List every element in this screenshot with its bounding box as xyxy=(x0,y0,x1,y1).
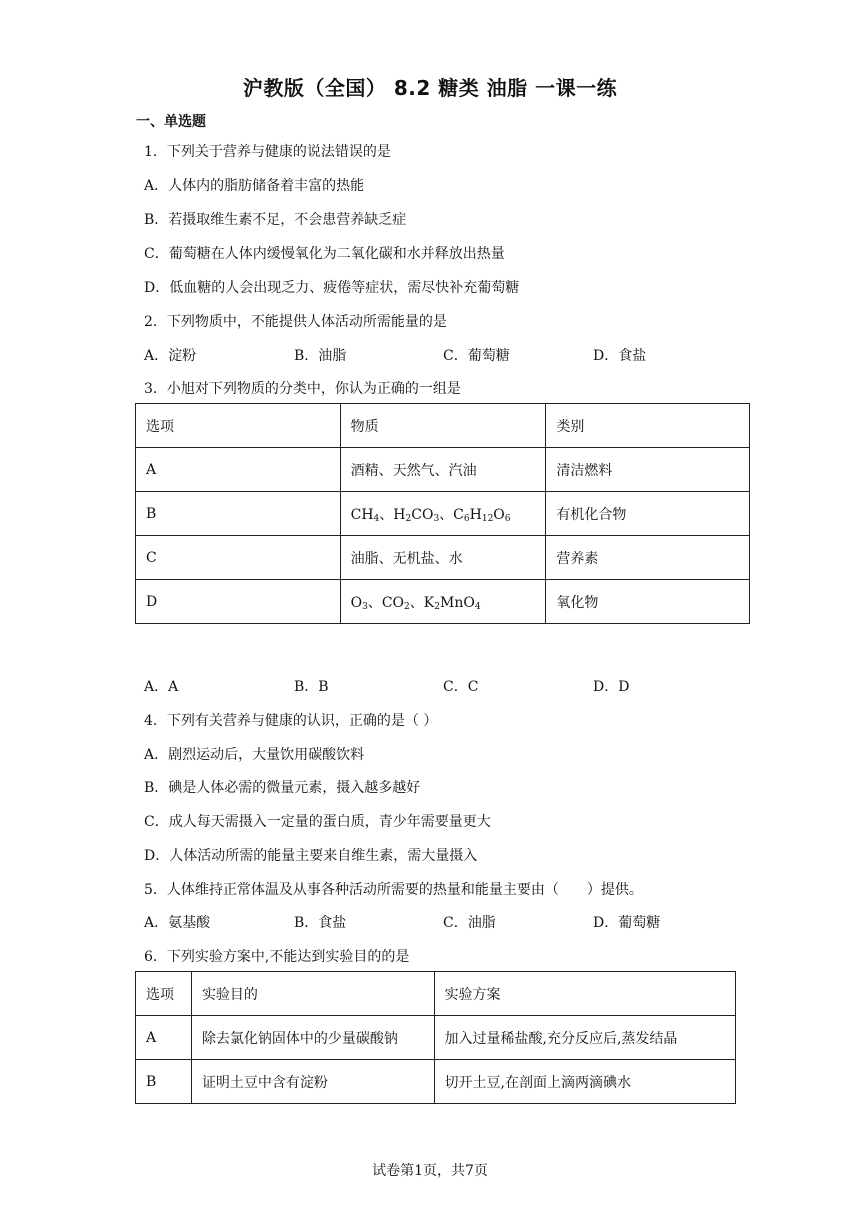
q5-option-a: A．氨基酸 xyxy=(144,915,211,931)
q6-table xyxy=(135,971,736,1104)
table-cell: A xyxy=(136,448,341,492)
q4-option-d: D．人体活动所需的能量主要来自维生素，需大量摄入 xyxy=(144,848,478,864)
q5-options xyxy=(144,912,764,932)
table-cell: 切开土豆,在剖面上滴两滴碘水 xyxy=(434,1060,735,1104)
table-cell: 营养素 xyxy=(546,536,750,580)
table-header-row xyxy=(136,972,736,1016)
table-header: 选项 xyxy=(136,972,192,1016)
section-heading: 一、单选题 xyxy=(136,114,206,130)
page-title: 沪教版（全国） 8.2 糖类 油脂 一课一练 xyxy=(242,76,618,100)
q1-option-d: D．低血糖的人会出现乏力、疲倦等症状，需尽快补充葡萄糖 xyxy=(144,280,520,296)
table-cell: 油脂、无机盐、水 xyxy=(340,536,546,580)
q5-option-d: D．葡萄糖 xyxy=(593,915,661,931)
q1-stem: 1．下列关于营养与健康的说法错误的是 xyxy=(144,144,391,160)
q4-stem: 4．下列有关营养与健康的认识，正确的是（ ） xyxy=(144,713,438,729)
table-row xyxy=(136,536,750,580)
q2-option-a: A．淀粉 xyxy=(144,348,197,364)
table-row xyxy=(136,448,750,492)
table-row xyxy=(136,580,750,624)
table-cell: D xyxy=(136,580,341,624)
table-cell: 有机化合物 xyxy=(546,492,750,536)
table-header: 实验目的 xyxy=(191,972,434,1016)
q2-options xyxy=(144,345,764,365)
table-header-row xyxy=(136,404,750,448)
table-header: 选项 xyxy=(136,404,341,448)
table-cell: 加入过量稀盐酸,充分反应后,蒸发结晶 xyxy=(434,1016,735,1060)
table-header: 实验方案 xyxy=(434,972,735,1016)
table-cell: 除去氯化钠固体中的少量碳酸钠 xyxy=(191,1016,434,1060)
q2-option-c: C．葡萄糖 xyxy=(443,348,510,364)
table-header: 物质 xyxy=(340,404,546,448)
formula-cell: $CH_4$、$H_2CO_3$、$C_6H_{12}O_6$ xyxy=(340,492,546,536)
q4-option-a: A．剧烈运动后，大量饮用碳酸饮料 xyxy=(144,747,365,763)
q2-option-d: D．食盐 xyxy=(593,348,647,364)
q2-stem: 2．下列物质中，不能提供人体活动所需能量的是 xyxy=(144,314,447,330)
table-cell: 证明土豆中含有淀粉 xyxy=(191,1060,434,1104)
table-header: 类别 xyxy=(546,404,750,448)
table-row xyxy=(136,492,750,536)
table-cell: 酒精、天然气、汽油 xyxy=(340,448,546,492)
q3-option-d: D．D xyxy=(593,679,630,695)
table-row xyxy=(136,1016,736,1060)
q3-option-b: B．B xyxy=(294,679,329,695)
q6-stem: 6．下列实验方案中,不能达到实验目的的是 xyxy=(144,949,410,965)
q1-option-a: A．人体内的脂肪储备着丰富的热能 xyxy=(144,178,365,194)
table-cell: A xyxy=(136,1016,192,1060)
table-cell: C xyxy=(136,536,341,580)
q1-option-c: C．葡萄糖在人体内缓慢氧化为二氧化碳和水并释放出热量 xyxy=(144,246,505,262)
table-cell: 清洁燃料 xyxy=(546,448,750,492)
q3-table xyxy=(135,403,750,624)
q3-option-a: A．A xyxy=(144,679,179,695)
formula-cell: $O_3$、$CO_2$、$K_2MnO_4$ xyxy=(340,580,546,624)
q5-stem: 5．人体维持正常体温及从事各种活动所需要的热量和能量主要由（ ）提供。 xyxy=(144,882,643,898)
table-cell: B xyxy=(136,1060,192,1104)
q3-stem: 3．小旭对下列物质的分类中，你认为正确的一组是 xyxy=(144,381,461,397)
page-footer: 试卷第1页，共7页 xyxy=(372,1163,488,1179)
q3-options xyxy=(144,676,764,696)
q4-option-c: C．成人每天需摄入一定量的蛋白质，青少年需要量更大 xyxy=(144,814,491,830)
q1-option-b: B．若摄取维生素不足，不会患营养缺乏症 xyxy=(144,212,407,228)
q5-option-b: B．食盐 xyxy=(294,915,347,931)
q3-option-c: C．C xyxy=(443,679,479,695)
q4-option-b: B．碘是人体必需的微量元素，摄入越多越好 xyxy=(144,780,421,796)
table-cell: B xyxy=(136,492,341,536)
table-row xyxy=(136,1060,736,1104)
q2-option-b: B．油脂 xyxy=(294,348,347,364)
q5-option-c: C．油脂 xyxy=(443,915,496,931)
table-cell: 氧化物 xyxy=(546,580,750,624)
